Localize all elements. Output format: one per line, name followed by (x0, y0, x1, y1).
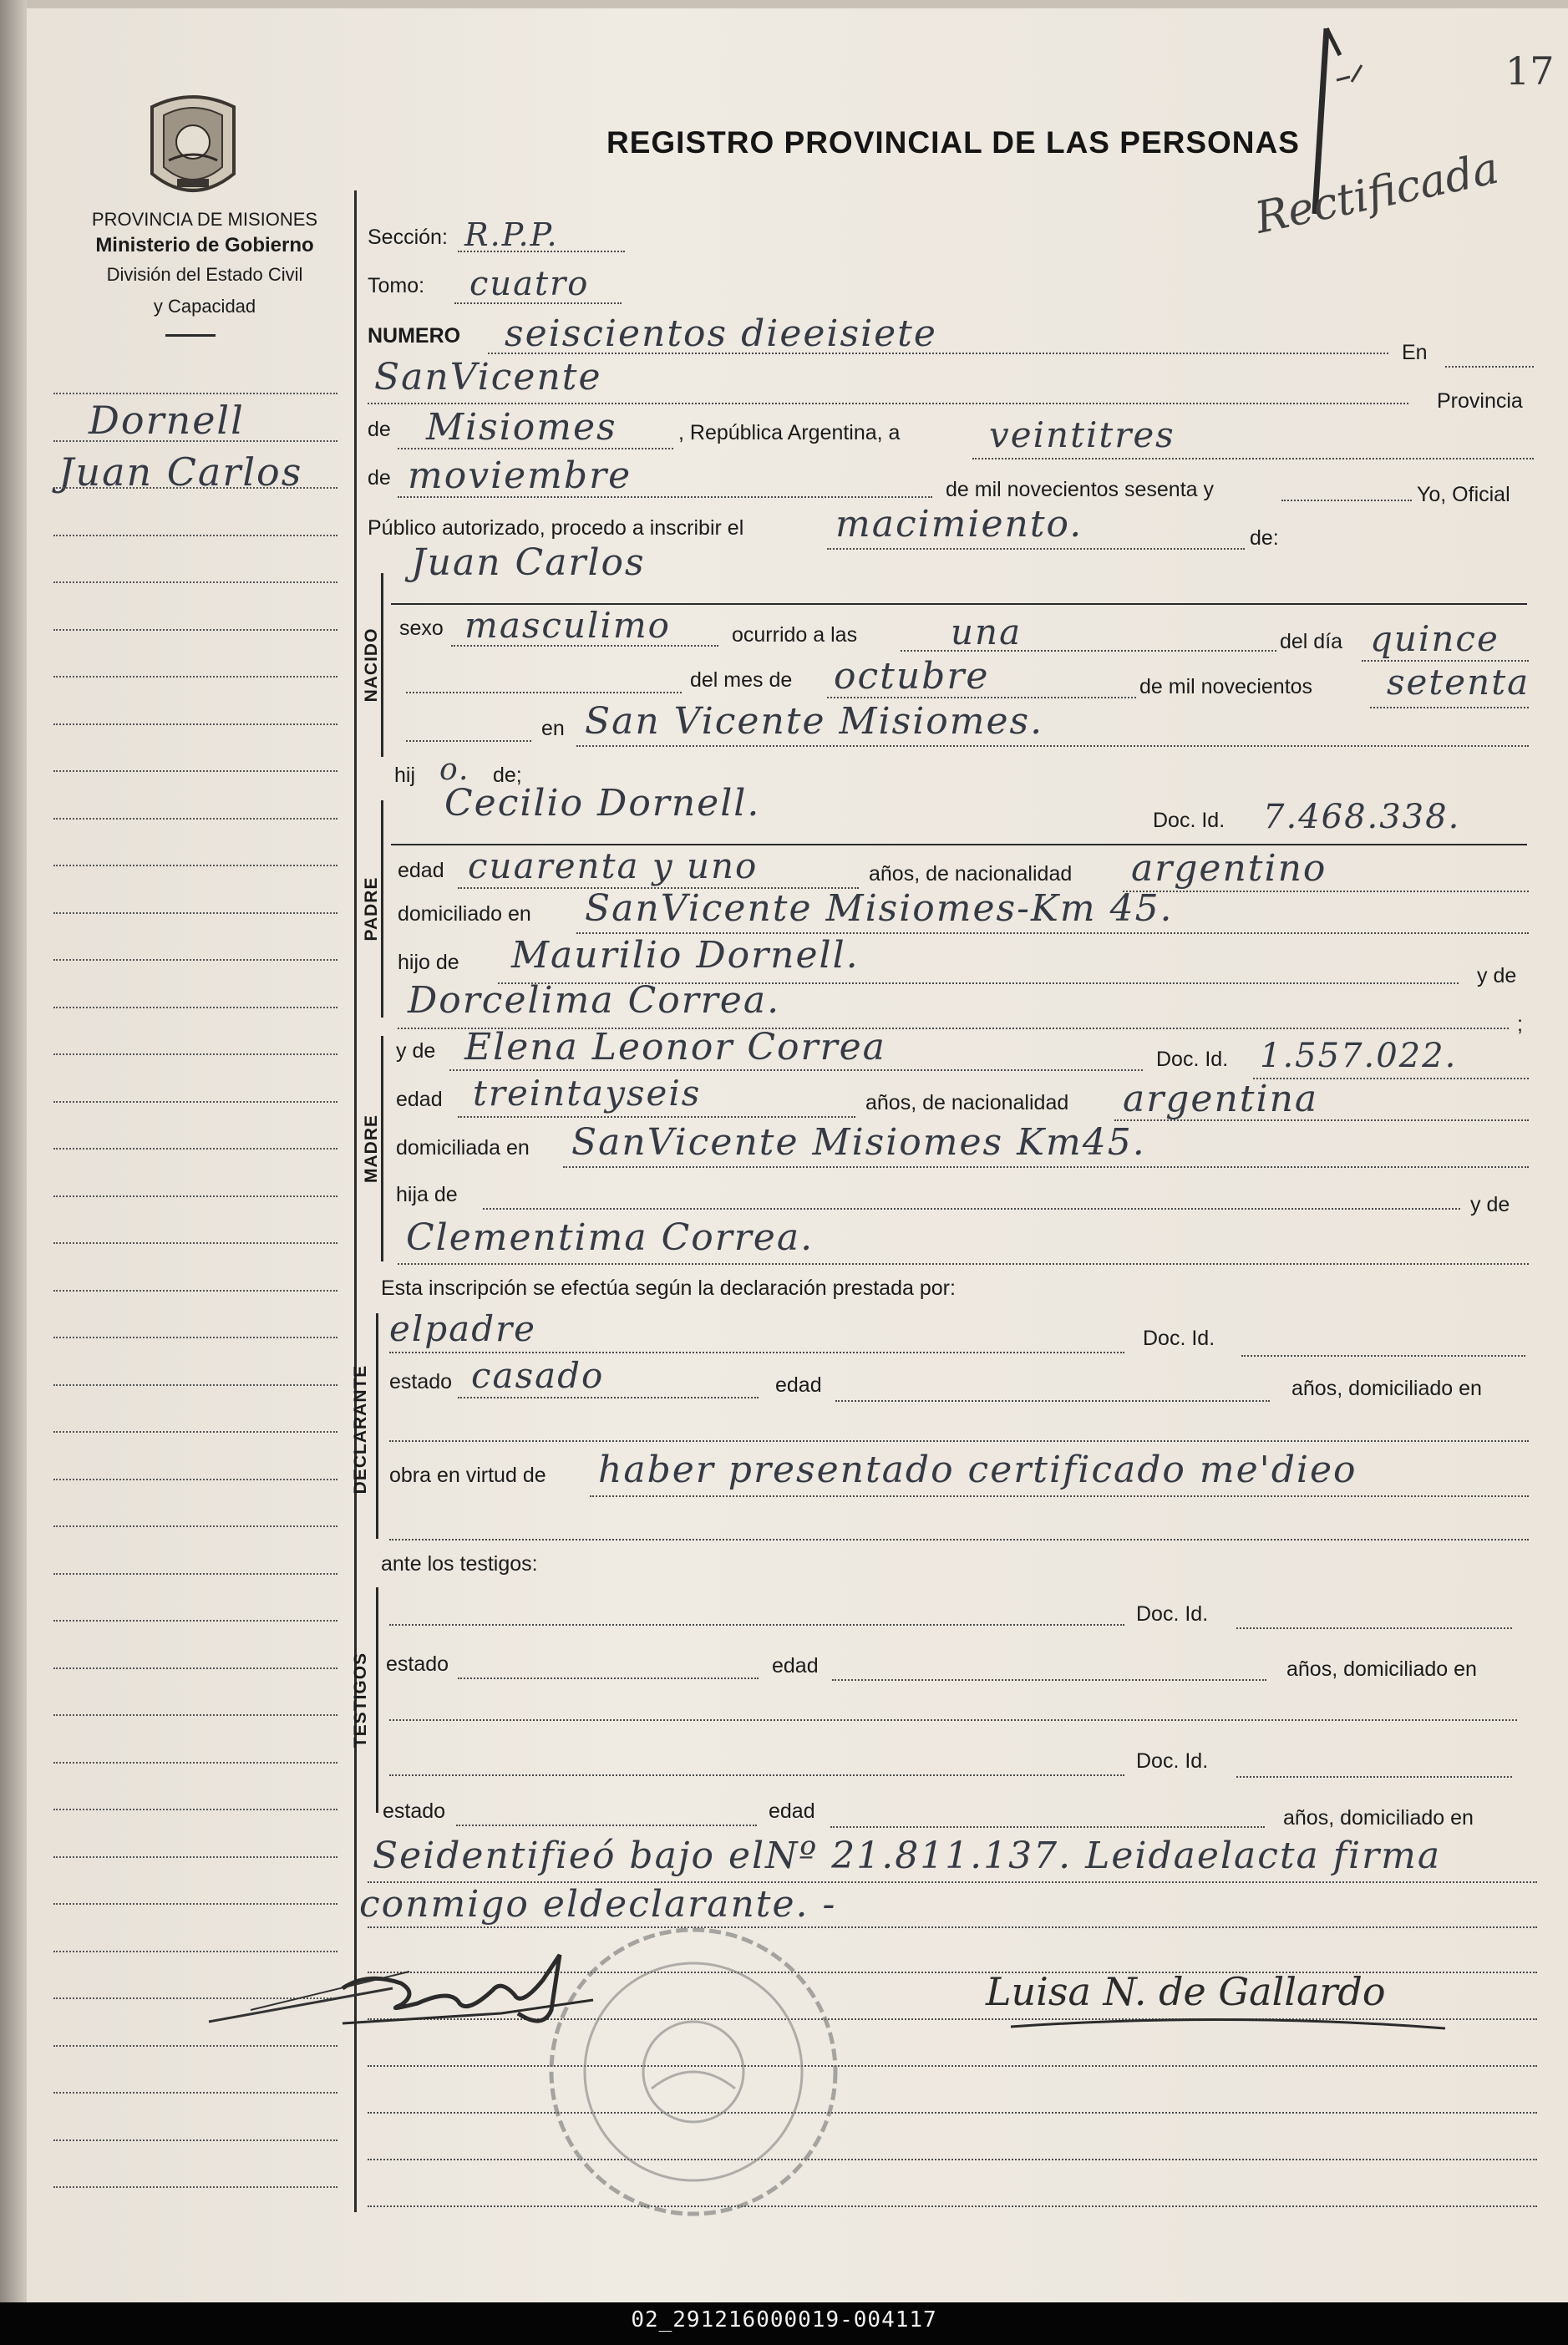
value-anio-nac: setenta (1387, 662, 1530, 703)
label-tomo: Tomo: (368, 274, 425, 297)
dotted-line (483, 1208, 1460, 1210)
dotted-line (389, 1719, 1517, 1721)
label-provincia: Provincia (1437, 389, 1523, 413)
margin-dotted-line (53, 1242, 337, 1244)
margin-dotted-line (53, 1148, 337, 1150)
dotted-line (389, 1440, 1529, 1442)
value-mes: moviembre (408, 454, 632, 497)
dotted-line (389, 1624, 1124, 1626)
provincia-de-misiones-seal-icon (144, 90, 242, 202)
value-lugar-nac: San Vicente Misiomes. (585, 700, 1044, 743)
dotted-line (1114, 1119, 1529, 1121)
margin-dotted-line (53, 629, 337, 631)
dotted-line (458, 1116, 855, 1118)
margin-dotted-line (53, 2186, 337, 2188)
margin-dotted-line (53, 1573, 337, 1575)
value-decl-estado: casado (471, 1355, 605, 1396)
margin-dotted-line (53, 1762, 337, 1764)
label-hija-de: hija de (396, 1183, 458, 1206)
declarant-signature-icon (200, 1930, 635, 2038)
margin-dotted-line (53, 1479, 337, 1480)
dotted-line (1445, 366, 1534, 368)
label-ante-testigos: ante los testigos: (381, 1552, 538, 1576)
margin-dotted-line (53, 1101, 337, 1103)
page-top-edge (0, 0, 1568, 8)
margin-dotted-line (53, 440, 337, 442)
label-republica: , República Argentina, a (678, 421, 901, 444)
dotted-line (830, 1826, 1265, 1828)
label-hij-de: de; (493, 764, 522, 787)
value-abuela: Dorcelima Correa. (408, 979, 781, 1022)
dotted-line (454, 302, 622, 304)
margin-dotted-line (53, 818, 337, 820)
label-del-mes: del mes de (690, 668, 793, 692)
value-observacion-2: conmigo eldeclarante. - (359, 1883, 837, 1926)
value-nombre: Juan Carlos (411, 541, 646, 584)
value-abuela-materna: Clementima Correa. (406, 1216, 814, 1259)
margin-dotted-line (53, 1525, 337, 1527)
division-name: División del Estado Civil (106, 264, 303, 285)
value-tomo: cuatro (469, 265, 590, 303)
header-rule (165, 334, 216, 337)
value-madre-dom: SanVicente Misiomes Km45. (571, 1121, 1146, 1164)
section-madre: MADRE (362, 1114, 381, 1183)
dotted-line (901, 650, 1276, 652)
label-madre-doc: Doc. Id. (1156, 1048, 1229, 1071)
label-en: En (1402, 341, 1428, 364)
margin-dotted-line (53, 393, 337, 394)
dotted-line (406, 692, 682, 693)
label-mil-sesenta: de mil novecientos sesenta y (946, 478, 1215, 501)
label-y-de-madre-2: y de (1470, 1193, 1510, 1216)
label-y-de: y de (1477, 964, 1517, 987)
value-sexo: masculimo (464, 605, 671, 646)
value-dia-nac: quince (1370, 618, 1499, 659)
dotted-line (590, 1495, 1529, 1497)
dotted-line (389, 1774, 1124, 1776)
margin-dotted-line (53, 676, 337, 678)
value-numero: seiscientos dieeisiete (505, 312, 937, 355)
label-hij: hij (394, 764, 416, 787)
label-madre-nac: años, de nacionalidad (865, 1091, 1069, 1114)
value-padre-doc: 7.468.338. (1263, 798, 1461, 836)
label-y-de-madre: y de (396, 1039, 436, 1063)
dotted-line (456, 1825, 757, 1826)
dotted-line (449, 1069, 1143, 1071)
margin-dotted-line (53, 487, 337, 489)
dotted-line (451, 645, 718, 647)
label-hijo-de: hijo de (398, 951, 459, 974)
label-esta-inscripcion: Esta inscripción se efectúa según la declaración prestada por: (381, 1277, 956, 1300)
margin-dotted-line (53, 1856, 337, 1858)
dotted-line (1281, 500, 1412, 501)
binding-shadow (0, 0, 27, 2302)
dotted-line (563, 1166, 1529, 1168)
label-testigo1-doc: Doc. Id. (1136, 1602, 1209, 1626)
label-seccion: Sección: (368, 226, 448, 249)
value-seccion: R.P.P. (464, 216, 559, 253)
label-de-mil: de mil novecientos (1139, 675, 1313, 698)
label-testigo2-estado: estado (383, 1799, 446, 1823)
section-testigos: TESTIGOS (351, 1652, 370, 1749)
dotted-line (832, 1679, 1266, 1681)
section-rule (376, 1587, 378, 1813)
division-name-2: y Capacidad (153, 296, 256, 317)
dotted-line (368, 403, 1408, 404)
margin-dotted-line (53, 1195, 337, 1197)
label-publico: Público autorizado, procedo a inscribir el (368, 516, 744, 540)
margin-dotted-line (53, 1384, 337, 1386)
value-padre-edad: cuarenta y uno (468, 845, 759, 886)
label-ocurrido: ocurrido a las (732, 623, 858, 647)
margin-dotted-line (53, 1620, 337, 1622)
label-decl-doc: Doc. Id. (1143, 1327, 1215, 1350)
margin-dotted-line (53, 535, 337, 536)
value-hij-suffix: o. (439, 753, 470, 787)
dotted-line (1236, 1627, 1512, 1629)
label-semicolon: ; (1517, 1013, 1523, 1036)
label-numero: NUMERO (368, 324, 461, 348)
province-name: PROVINCIA DE MISIONES (91, 209, 318, 230)
dotted-line (576, 745, 1529, 747)
value-declarante: elpadre (389, 1308, 537, 1349)
label-testigo2-doc: Doc. Id. (1136, 1749, 1209, 1773)
label-sexo: sexo (399, 617, 444, 640)
value-padre-nombre: Cecilio Dornell. (444, 782, 761, 825)
label-padre-doc: Doc. Id. (1153, 809, 1225, 832)
margin-dotted-line (53, 912, 337, 914)
value-padre-dom: SanVicente Misiomes-Km 45. (585, 887, 1174, 930)
margin-rule (354, 190, 357, 2212)
margin-dotted-line (53, 770, 337, 772)
label-decl-anos-dom: años, domiciliado en (1291, 1377, 1482, 1400)
dotted-line (1123, 891, 1529, 892)
label-yo-oficial: Yo, Oficial (1417, 483, 1510, 506)
value-acto: macimiento. (835, 503, 1083, 546)
margin-dotted-line (53, 1053, 337, 1055)
margin-dotted-line (53, 959, 337, 961)
label-padre-edad: edad (398, 859, 444, 882)
official-signature-icon (977, 1947, 1462, 2038)
dotted-line (835, 1400, 1270, 1402)
label-madre-edad: edad (396, 1088, 443, 1111)
label-decl-estado: estado (389, 1370, 453, 1393)
margin-dotted-line (53, 2045, 337, 2047)
margin-dotted-line (53, 1667, 337, 1669)
margin-dotted-line (53, 1714, 337, 1716)
label-testigo1-estado: estado (386, 1652, 449, 1676)
label-de-colon: de: (1250, 526, 1279, 550)
dotted-line (1370, 707, 1529, 708)
label-testigo1-anos-dom: años, domiciliado en (1286, 1657, 1477, 1681)
label-testigo2-edad: edad (769, 1799, 815, 1823)
label-madre-dom: domiciliada en (396, 1136, 530, 1160)
rectificada-stamp-icon (1236, 22, 1568, 247)
value-abuelo: Maurilio Dornell. (511, 934, 860, 977)
label-de-2: de (368, 466, 391, 490)
margin-dotted-line (53, 723, 337, 725)
dotted-line (1236, 1776, 1512, 1778)
label-padre-nac: años, de nacionalidad (869, 862, 1073, 886)
value-observacion-1: Seidentifieó bajo elNº 21.811.137. Leidaelacta firma (373, 1835, 1442, 1877)
dotted-line (458, 251, 625, 252)
value-madre-nombre: Elena Leonor Correa (464, 1026, 886, 1068)
dotted-line (398, 1263, 1529, 1265)
label-en-nac: en (541, 717, 565, 740)
dotted-line (972, 458, 1534, 459)
section-declarante: DECLARANTE (351, 1364, 370, 1495)
dotted-line (398, 496, 932, 498)
margin-dotted-line (53, 1431, 337, 1433)
label-testigo2-anos-dom: años, domiciliado en (1283, 1806, 1474, 1830)
ministry-name: Ministerio de Gobierno (95, 234, 314, 256)
label-del-dia: del día (1280, 630, 1343, 653)
page-title: REGISTRO PROVINCIAL DE LAS PERSONAS (606, 125, 1300, 160)
margin-given-name: Juan Carlos (58, 449, 303, 495)
dotted-line (398, 448, 673, 449)
label-obra: obra en virtud de (389, 1464, 546, 1487)
margin-dotted-line (53, 1809, 337, 1810)
value-madre-nac: argentina (1123, 1078, 1319, 1120)
value-padre-nac: argentino (1131, 847, 1327, 890)
page-number: 17 (1505, 48, 1555, 94)
dotted-line (827, 548, 1245, 550)
section-nacido: NACIDO (362, 627, 381, 703)
value-lugar: SanVicente (374, 356, 602, 398)
margin-dotted-line (53, 2139, 337, 2141)
margin-dotted-line (53, 581, 337, 583)
value-mes-nac: octubre (834, 655, 990, 698)
dotted-line (406, 740, 531, 742)
dotted-line (827, 697, 1136, 698)
label-de: de (368, 418, 391, 441)
dotted-line (458, 1678, 759, 1679)
value-obra: haber presentado certificado me'dieo (598, 1449, 1357, 1491)
margin-dotted-line (53, 1903, 337, 1905)
value-hora: una (951, 612, 1022, 652)
label-padre-dom: domiciliado en (398, 902, 531, 926)
value-madre-doc: 1.557.022. (1260, 1037, 1458, 1075)
firma-oficial: Luisa N. de Gallardo (986, 1969, 1386, 2014)
label-testigo1-edad: edad (772, 1654, 819, 1678)
value-provincia: Misiomes (426, 406, 617, 449)
section-padre: PADRE (362, 876, 381, 942)
dotted-line (389, 1539, 1529, 1540)
margin-stamp-text: Rectificada (1251, 143, 1504, 244)
margin-dotted-line (53, 1007, 337, 1008)
image-caption: 02_291216000019-004117 (631, 2307, 937, 2332)
margin-surname: Dornell (89, 398, 245, 443)
margin-dotted-line (53, 1290, 337, 1292)
margin-dotted-line (53, 2092, 337, 2094)
value-dia: veintitres (989, 414, 1175, 455)
label-decl-edad: edad (775, 1373, 822, 1397)
dotted-line (488, 353, 1388, 354)
section-rule (376, 1313, 378, 1539)
dotted-line (389, 1352, 1124, 1353)
margin-dotted-line (53, 865, 337, 866)
dotted-line (458, 1397, 759, 1398)
value-madre-edad: treintayseis (473, 1073, 702, 1114)
margin-dotted-line (53, 1337, 337, 1338)
dotted-line (1241, 1355, 1525, 1357)
